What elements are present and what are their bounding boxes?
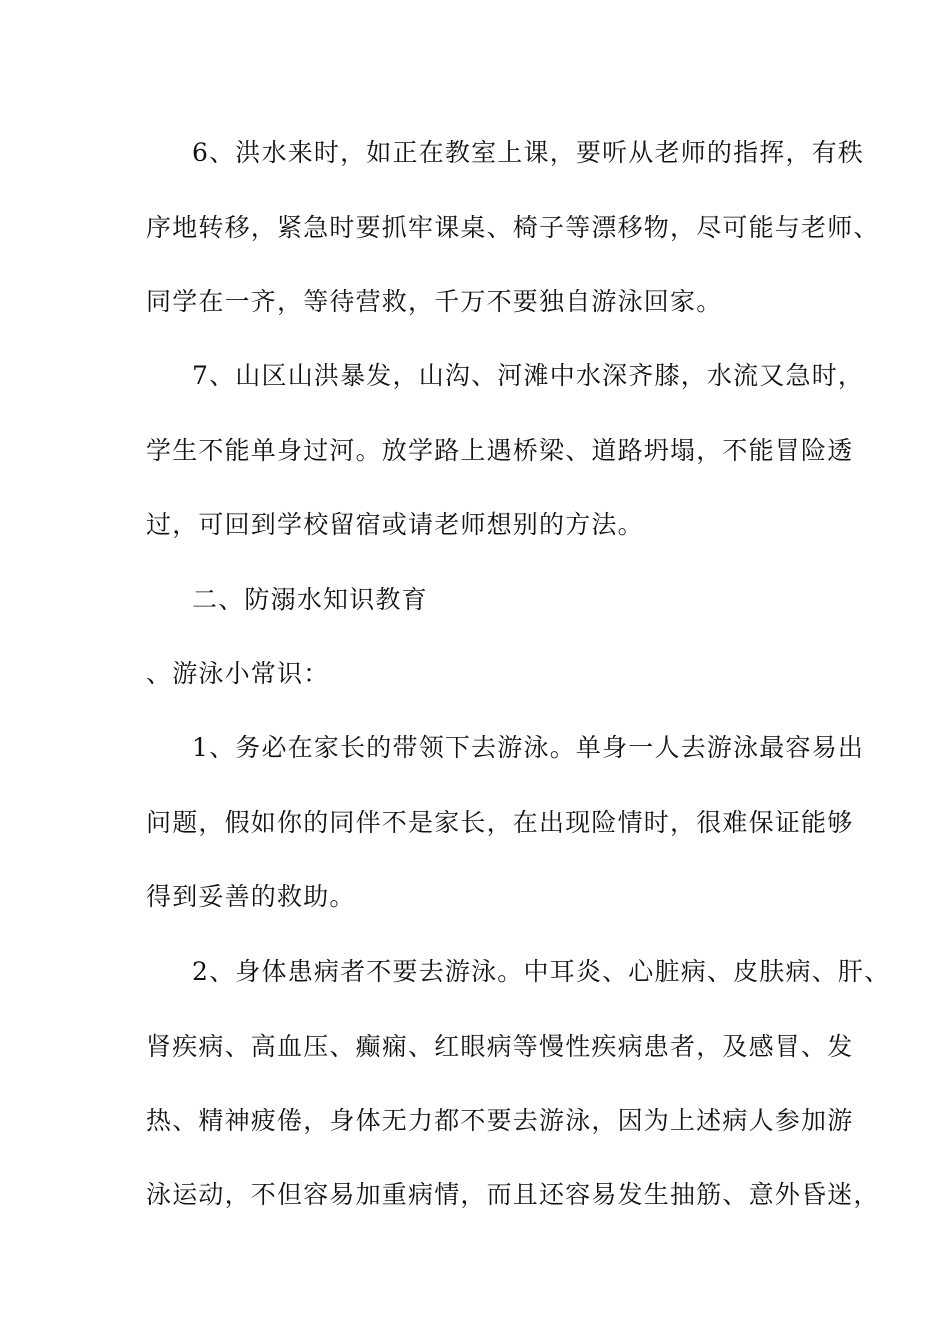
paragraph-line: 得到妥善的救助。 bbox=[146, 882, 356, 911]
paragraph-line: 7、山区山洪暴发，山沟、河滩中水深齐膝，水流又急时， bbox=[192, 361, 865, 390]
paragraph-line: 6、洪水来时，如正在教室上课，要听从老师的指挥，有秩 bbox=[192, 138, 865, 167]
paragraph-line: 学生不能单身过河。放学路上遇桥梁、道路坍塌，不能冒险透 bbox=[146, 436, 854, 465]
paragraph-line: 序地转移，紧急时要抓牢课桌、椅子等漂移物，尽可能与老师、 bbox=[146, 213, 880, 242]
paragraph-line: 泳运动，不但容易加重病情，而且还容易发生抽筋、意外昏迷， bbox=[146, 1180, 880, 1209]
subsection-heading: 、游泳小常识： bbox=[146, 659, 330, 688]
paragraph-line: 过，可回到学校留宿或请老师想别的方法。 bbox=[146, 510, 644, 539]
section-heading: 二、防溺水知识教育 bbox=[192, 585, 428, 614]
paragraph-line: 问题，假如你的同伴不是家长，在出现险情时，很难保证能够 bbox=[146, 808, 854, 837]
paragraph-line: 2、身体患病者不要去游泳。中耳炎、心脏病、皮肤病、肝、 bbox=[192, 957, 891, 986]
paragraph-line: 热、精神疲倦，身体无力都不要去游泳，因为上述病人参加游 bbox=[146, 1106, 854, 1135]
paragraph-line: 同学在一齐，等待营救，千万不要独自游泳回家。 bbox=[146, 287, 723, 316]
paragraph-line: 肾疾病、高血压、癫痫、红眼病等慢性疾病患者，及感冒、发 bbox=[146, 1032, 854, 1061]
paragraph-line: 1、务必在家长的带领下去游泳。单身一人去游泳最容易出 bbox=[192, 733, 865, 762]
